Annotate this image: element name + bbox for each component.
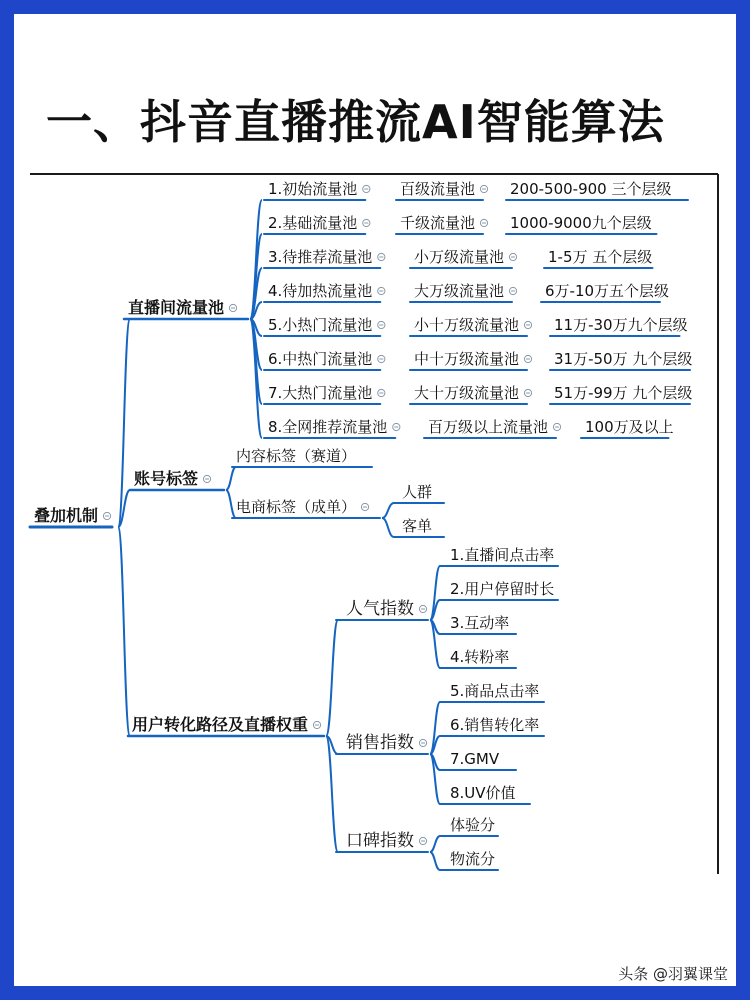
branch1-label: 直播间流量池 <box>128 298 225 317</box>
pool-level: 大十万级流量池 <box>414 384 520 402</box>
collapse-icon[interactable] <box>524 355 531 362</box>
ecom-child: 客单 <box>402 517 433 535</box>
pool-range: 11万-30万九个层级 <box>554 316 688 334</box>
collapse-icon[interactable] <box>393 423 400 430</box>
index-group-label: 口碑指数 <box>346 831 414 851</box>
branch1-connector <box>118 319 130 527</box>
index-item: 4.转粉率 <box>450 648 510 666</box>
index-item: 2.用户停留时长 <box>450 580 555 598</box>
index-item-connector <box>430 852 440 870</box>
pool-range: 1000-9000九个层级 <box>510 214 652 232</box>
pool-level: 小万级流量池 <box>414 248 505 266</box>
content-tag: 内容标签（赛道） <box>236 447 357 465</box>
index-group-label: 人气指数 <box>346 599 414 619</box>
index-group-label: 销售指数 <box>346 733 414 753</box>
index-item: 物流分 <box>450 850 496 868</box>
collapse-icon[interactable] <box>509 287 516 294</box>
collapse-icon[interactable] <box>378 321 385 328</box>
pool-range: 200-500-900 三个层级 <box>510 180 672 198</box>
root-node: 叠加机制 <box>34 506 99 525</box>
collapse-icon[interactable] <box>203 475 210 482</box>
pool-name: 5.小热门流量池 <box>268 316 373 334</box>
pool-range: 31万-50万 九个层级 <box>554 350 693 368</box>
pool-name: 7.大热门流量池 <box>268 384 373 402</box>
ecom-tag-connector <box>226 490 236 518</box>
collapse-icon[interactable] <box>553 423 560 430</box>
collapse-icon[interactable] <box>419 739 426 746</box>
collapse-icon[interactable] <box>509 253 516 260</box>
collapse-icon[interactable] <box>363 185 370 192</box>
collapse-icon[interactable] <box>419 605 426 612</box>
content-tag-connector <box>226 467 236 490</box>
collapse-icon[interactable] <box>313 721 320 728</box>
index-item: 3.互动率 <box>450 614 510 632</box>
index-item: 8.UV价值 <box>450 784 516 802</box>
branch3-label: 用户转化路径及直播权重 <box>132 715 309 734</box>
pool-name: 8.全网推荐流量池 <box>268 418 388 436</box>
ecom-child-connector <box>382 518 394 537</box>
page-title: 一、抖音直播推流AI智能算法 <box>46 95 665 149</box>
ecom-child: 人群 <box>402 483 433 501</box>
pool-range: 100万及以上 <box>585 418 674 436</box>
pool-level: 百万级以上流量池 <box>428 418 549 436</box>
index-item: 5.商品点击率 <box>450 682 540 700</box>
collapse-icon[interactable] <box>103 512 110 519</box>
pool-name: 3.待推荐流量池 <box>268 248 373 266</box>
pool-level: 大万级流量池 <box>414 282 505 300</box>
pool-level: 千级流量池 <box>400 214 476 232</box>
collapse-icon[interactable] <box>480 219 487 226</box>
collapse-icon[interactable] <box>363 219 370 226</box>
pool-level: 中十万级流量池 <box>414 350 520 368</box>
collapse-icon[interactable] <box>378 287 385 294</box>
index-item-connector <box>430 836 440 852</box>
index-item: 1.直播间点击率 <box>450 546 555 564</box>
ecom-tag: 电商标签（成单） <box>236 498 357 516</box>
pool-level: 百级流量池 <box>400 180 476 198</box>
branch3-connector <box>118 527 130 736</box>
pool-range: 6万-10万五个层级 <box>545 282 670 300</box>
group-connector <box>326 620 338 736</box>
branch2-label: 账号标签 <box>134 469 199 488</box>
pool-name: 4.待加热流量池 <box>268 282 373 300</box>
pool-level: 小十万级流量池 <box>414 316 520 334</box>
index-item: 体验分 <box>450 816 496 834</box>
collapse-icon[interactable] <box>378 389 385 396</box>
pool-range: 1-5万 五个层级 <box>548 248 653 266</box>
collapse-icon[interactable] <box>524 321 531 328</box>
collapse-icon[interactable] <box>480 185 487 192</box>
pool-range: 51万-99万 九个层级 <box>554 384 693 402</box>
collapse-icon[interactable] <box>361 503 368 510</box>
collapse-icon[interactable] <box>378 355 385 362</box>
collapse-icon[interactable] <box>378 253 385 260</box>
collapse-icon[interactable] <box>524 389 531 396</box>
collapse-icon[interactable] <box>229 304 236 311</box>
pool-name: 1.初始流量池 <box>268 180 358 198</box>
index-item: 7.GMV <box>450 750 500 768</box>
index-item: 6.销售转化率 <box>450 716 540 734</box>
pool-name: 6.中热门流量池 <box>268 350 373 368</box>
pool-name: 2.基础流量池 <box>268 214 358 232</box>
ecom-child-connector <box>382 503 394 518</box>
watermark: 头条 @羽翼课堂 <box>618 965 728 983</box>
collapse-icon[interactable] <box>419 837 426 844</box>
